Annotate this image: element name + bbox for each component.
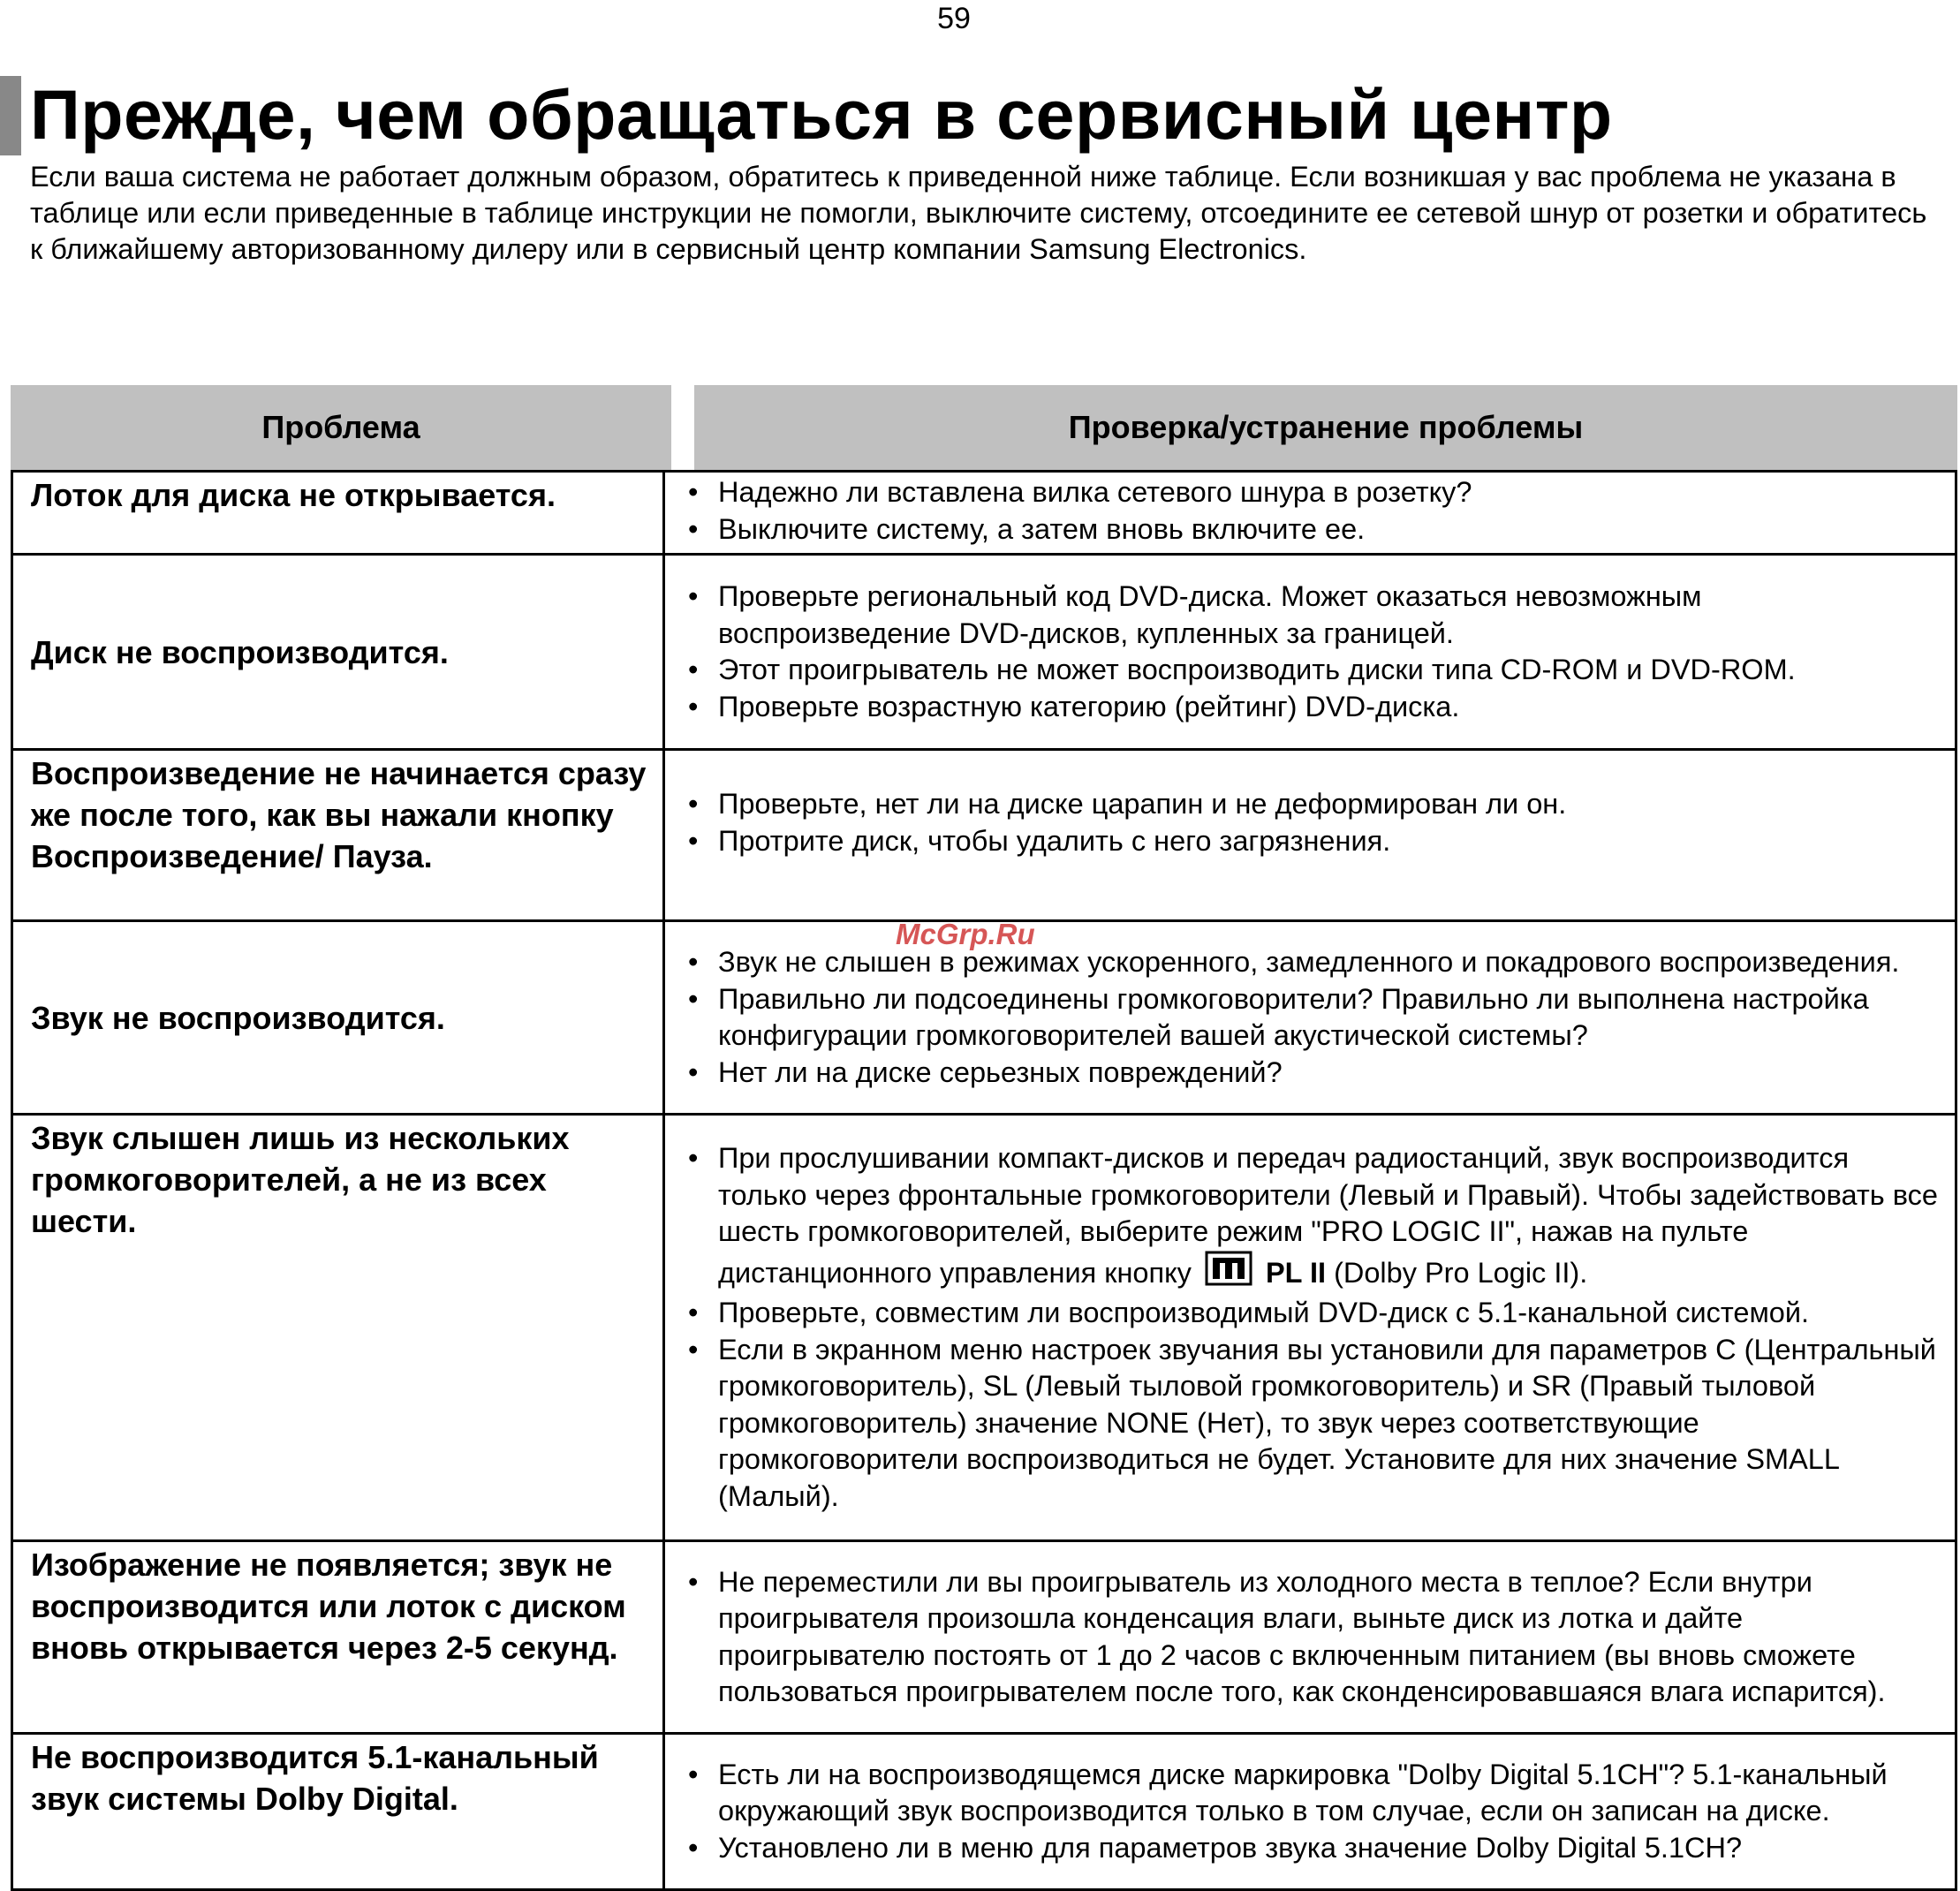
solution-item [686, 1140, 1942, 1295]
table-header [11, 385, 1957, 470]
solution-cell [665, 556, 1955, 748]
problem-cell: Лоток для диска не открывается. [13, 473, 665, 553]
table-row [13, 748, 1955, 919]
solution-item: • Надежно ли вставлена вилка сетевого шнура в розетку? [686, 474, 1942, 511]
solution-item: • Нет ли на диске серьезных повреждений? [686, 1055, 1942, 1092]
solution-item: • Не переместили ли вы проигрыватель из холодного места в теплое? Если внутри проигрывателя произошла конденсация влаги, выньте диск из лотка и дайте проигрывателю постоять от 1 до 2 часов с включенным питанием (вы вновь сможете пользоваться проигрывателем после того, как сконденсировавшаяся влага испарится). [686, 1564, 1942, 1711]
solution-cell [665, 1542, 1955, 1732]
page-number: 59 [937, 2, 971, 35]
solution-cell [665, 1735, 1955, 1888]
troubleshooting-table [11, 385, 1957, 1891]
problem-cell: Изображение не появляется; звук не воспроизводится или лоток с диском вновь открывается через 2-5 секунд. [13, 1542, 665, 1732]
problem-cell: Звук слышен лишь из нескольких громкоговорителей, а не из всех шести. [13, 1116, 665, 1539]
solution-item: • Протрите диск, чтобы удалить с него загрязнения. [686, 823, 1942, 860]
solution-item: • Проверьте, совместим ли воспроизводимый DVD-диск с 5.1-канальной системой. [686, 1295, 1942, 1332]
problem-cell: Не воспроизводится 5.1-канальный звук системы Dolby Digital. [13, 1735, 665, 1888]
table-row [13, 1539, 1955, 1732]
solution-item: • Проверьте региональный код DVD-диска. Может оказаться невозможным воспроизведение DVD-дисков, купленных за границей. [686, 579, 1942, 652]
table-row [13, 1113, 1955, 1539]
intro-paragraph: Если ваша система не работает должным образом, обратитесь к приведенной ниже таблице. Если возникшая у вас проблема не указана в таблице или если приведенные в таблице инструкции не помогли, выключите систему, отсоедините ее сетевой шнур от розетки и обратитесь к ближайшему авторизованному дилеру или в сервисный центр компании Samsung Electronics. [30, 161, 1927, 265]
pro-logic-button-icon [1205, 1251, 1252, 1296]
solution-text: При прослушивании компакт-дисков и передач радиостанций, звук воспроизводится только через фронтальные громкоговорители (Левый и Правый). Чтобы задействовать все шесть громкоговорителей, выберите режим "PRO LOGIC II", нажав на пульте дистанционного управления кнопку [718, 1142, 1938, 1289]
table-row [13, 553, 1955, 748]
header-divider [671, 385, 694, 470]
pl-ii-label: PL II [1266, 1256, 1327, 1289]
solution-item: • Есть ли на воспроизводящемся диске маркировка "Dolby Digital 5.1CH"? 5.1-канальный окружающий звук воспроизводится только в том случае, если он записан на диске. [686, 1757, 1942, 1830]
solution-item: • Проверьте возрастную категорию (рейтинг) DVD-диска. [686, 689, 1942, 726]
solution-cell [665, 473, 1955, 553]
solution-item: • Правильно ли подсоединены громкоговорители? Правильно ли выполнена настройка конфигурации громкоговорителей вашей акустической системы? [686, 981, 1942, 1055]
solution-item: • Проверьте, нет ли на диске царапин и не деформирован ли он. [686, 786, 1942, 823]
table-body [11, 470, 1957, 1891]
problem-cell: Воспроизведение не начинается сразу же после того, как вы нажали кнопку Воспроизведение/ Пауза. [13, 751, 665, 919]
watermark: McGrp.Ru [896, 918, 1035, 950]
header-solution: Проверка/устранение проблемы [694, 385, 1957, 470]
problem-cell: Звук не воспроизводится. [13, 922, 665, 1113]
header-problem: Проблема [11, 385, 671, 470]
solution-text: (Dolby Pro Logic II). [1334, 1256, 1588, 1289]
solution-item: • Выключите систему, а затем вновь включите ее. [686, 511, 1942, 548]
table-row [13, 470, 1955, 553]
solution-cell [665, 751, 1955, 919]
solution-item: • Если в экранном меню настроек звучания вы установили для параметров С (Центральный громкоговоритель), SL (Левый тыловой громкоговоритель) и SR (Правый тыловой громкоговоритель) значение NONE (Нет), то звук через соответствующие громкоговорители воспроизводиться не будет. Установите для них значение SMALL (Малый). [686, 1332, 1942, 1516]
solution-cell [665, 922, 1955, 1113]
title-accent-bar [0, 76, 21, 155]
solution-item: • Звук не слышен в режимах ускоренного, замедленного и покадрового воспроизведения. [686, 944, 1942, 981]
solution-item: • Этот проигрыватель не может воспроизводить диски типа CD-ROM и DVD-ROM. [686, 652, 1942, 689]
page-title: Прежде, чем обращаться в сервисный центр [30, 75, 1613, 154]
solution-item: • Установлено ли в меню для параметров звука значение Dolby Digital 5.1CH? [686, 1830, 1942, 1867]
problem-cell: Диск не воспроизводится. [13, 556, 665, 748]
table-row [13, 1732, 1955, 1888]
solution-cell [665, 1116, 1955, 1539]
